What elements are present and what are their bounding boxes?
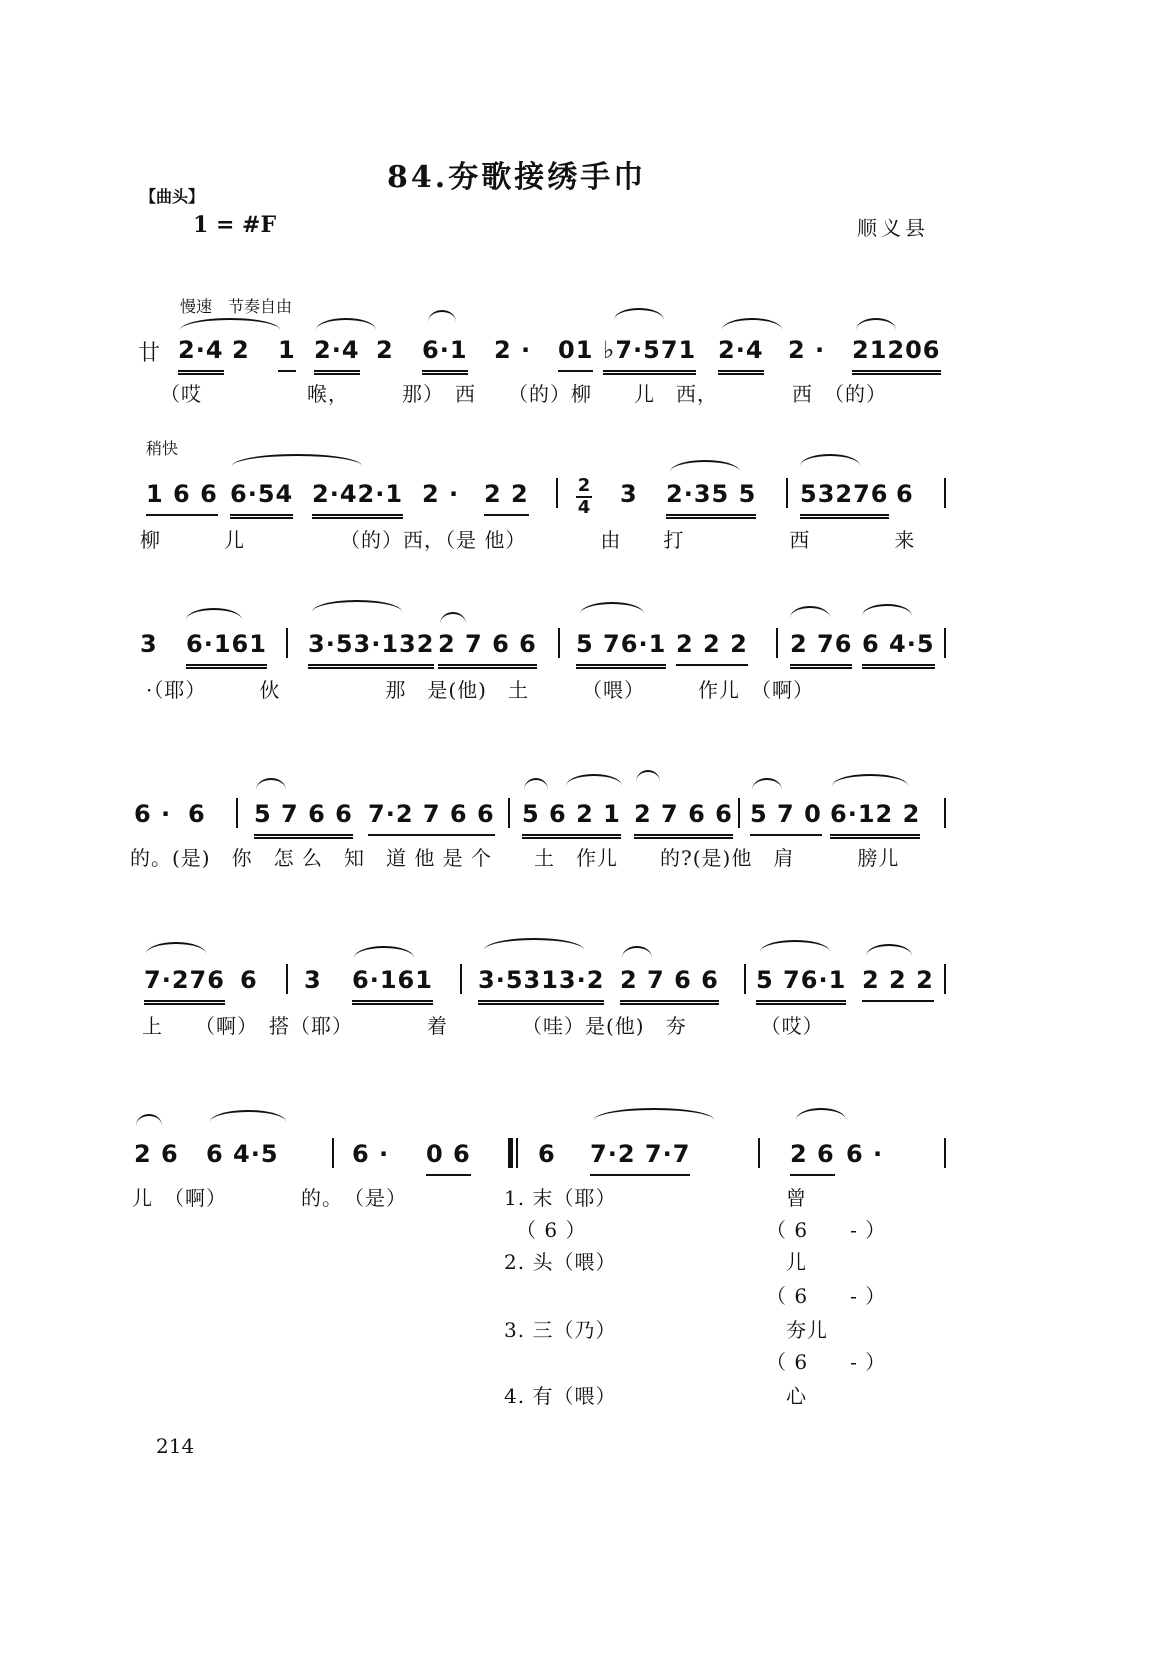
barline	[944, 964, 946, 994]
note-group: ♭7·571	[603, 336, 696, 375]
note-group: 2 7 6 6	[634, 800, 733, 839]
barline	[460, 964, 462, 994]
slur	[440, 612, 466, 624]
slur	[636, 770, 660, 782]
note-group: 2·4	[718, 336, 764, 375]
time-signature-bottom: 4	[577, 497, 591, 518]
barline	[744, 964, 746, 994]
barline	[776, 628, 778, 658]
barline	[944, 478, 946, 508]
note-group: 7·2 7 6 6	[368, 800, 495, 836]
slur	[722, 318, 782, 330]
note-group: 6 4·5	[206, 1140, 279, 1168]
slur	[760, 940, 830, 952]
verse-1-label: 1. 末（耶）	[504, 1186, 617, 1210]
note-group: 2	[232, 336, 250, 364]
note-group: 5 76·1	[576, 630, 666, 669]
note-group: 2 6	[790, 1140, 835, 1176]
note-group: 6·1	[422, 336, 468, 375]
note-group: 2 2 2	[862, 966, 934, 1002]
slur	[354, 946, 414, 958]
note-group: 6	[538, 1140, 556, 1168]
free-meter-symbol: 廿	[138, 341, 161, 366]
note-group: 21206	[852, 336, 941, 375]
note-group: 01	[558, 336, 593, 372]
slur	[256, 778, 286, 790]
barline	[508, 798, 510, 828]
slur	[862, 604, 912, 616]
slur	[866, 944, 912, 956]
note-group: 6·12 2	[830, 800, 920, 839]
note-group: 7·276	[144, 966, 225, 1005]
slur	[428, 310, 456, 322]
note-group: 6 4·5	[862, 630, 935, 669]
barline	[944, 798, 946, 828]
barline	[758, 1138, 760, 1168]
slur	[136, 1114, 162, 1126]
slur	[312, 600, 402, 612]
note-group: 6·161	[186, 630, 267, 669]
note-group: 2 6	[134, 1140, 179, 1168]
note-group: 5 6 2 1	[522, 800, 621, 839]
barline	[236, 798, 238, 828]
slur	[856, 318, 896, 330]
lyrics-line: 的。(是) 你 怎 么 知 道 他 是 个 土 作儿 的?(是)他 肩 膀儿	[130, 846, 900, 870]
verse-1-paren: （ 6 ）	[516, 1218, 587, 1242]
note-group: 6 ·	[134, 800, 172, 828]
barline	[944, 1138, 946, 1168]
slur	[316, 318, 376, 330]
barline	[786, 478, 788, 508]
slur	[524, 778, 548, 790]
verse-paren: （ 6 - ）	[766, 1284, 887, 1308]
lyrics-line: 儿 （啊） 的。 （是）	[132, 1186, 407, 1210]
repeat-barline	[508, 1138, 513, 1168]
tempo-marking: 慢速 节奏自由	[180, 297, 293, 316]
verse-2-label: 2. 头（喂）	[504, 1250, 617, 1274]
note-group: 2 2 2	[676, 630, 748, 666]
slur	[180, 318, 280, 330]
tempo-marking: 稍快	[146, 439, 179, 458]
note-group: 2·42·1	[312, 480, 403, 519]
note-group: 6·161	[352, 966, 433, 1005]
lyrics-line: 上 （啊） 搭（耶） 着 （哇）是(他) 夯 （哎）	[142, 1014, 824, 1038]
slur	[146, 942, 206, 954]
note-group: 2·4	[314, 336, 360, 375]
note-group: 2	[376, 336, 394, 364]
barline	[286, 964, 288, 994]
page-title: 84.夯歌接绣手巾	[387, 160, 647, 195]
verse-2-end: 儿	[786, 1250, 807, 1274]
note-group: 2 ·	[422, 480, 460, 508]
verse-4-label: 4. 有（喂）	[504, 1384, 617, 1408]
note-group: 6 ·	[846, 1140, 884, 1168]
region-label: 顺义县	[857, 216, 929, 240]
note-group: 1 6 6	[146, 480, 218, 516]
time-signature	[576, 476, 592, 518]
note-group: 7·2 7·7	[590, 1140, 690, 1176]
note-group: 2 ·	[788, 336, 826, 364]
slur	[594, 1108, 714, 1120]
note-group: 1	[278, 336, 296, 372]
slur	[752, 778, 782, 790]
note-group: 5 7 0	[750, 800, 822, 836]
note-group: 53276	[800, 480, 889, 519]
note-group: 2·35 5	[666, 480, 756, 519]
note-group: 2 7 6 6	[620, 966, 719, 1005]
verse-3-end: 夯儿	[786, 1318, 828, 1342]
note-group: 6·54	[230, 480, 293, 519]
slur	[670, 460, 740, 472]
slur	[232, 454, 362, 466]
note-group: 2 ·	[494, 336, 532, 364]
slur	[790, 606, 830, 618]
verse-paren: （ 6 - ）	[766, 1218, 887, 1242]
barline	[944, 628, 946, 658]
barline	[332, 1138, 334, 1168]
note-group: 3·5313·2	[478, 966, 604, 1005]
note-group: 2 7 6 6	[438, 630, 537, 669]
verse-1-end: 曾	[786, 1186, 807, 1210]
note-group: 6	[188, 800, 206, 828]
note-group: 3·53·132	[308, 630, 434, 669]
note-group: 6	[896, 480, 914, 508]
verse-paren: （ 6 - ）	[766, 1350, 887, 1374]
lyrics-line: （哎 喉， 那） 西 （的）柳 儿 西， 西 （的）	[160, 382, 887, 406]
barline	[558, 628, 560, 658]
lyrics-line: 柳 儿 （的）西，（是 他） 由 打 西 来	[140, 528, 916, 552]
slur	[800, 454, 860, 466]
section-label: 【曲头】	[140, 187, 205, 206]
note-group: 2 2	[484, 480, 529, 516]
note-group: 3	[304, 966, 322, 994]
slur	[614, 308, 664, 320]
barline	[556, 478, 558, 508]
slur	[210, 1110, 286, 1122]
note-group: 2 76	[790, 630, 852, 669]
repeat-barline-thin	[516, 1138, 518, 1168]
note-group: 5 76·1	[756, 966, 846, 1005]
note-group: 5 7 6 6	[254, 800, 353, 839]
slur	[186, 608, 242, 620]
note-group: 3	[140, 630, 158, 658]
slur	[484, 938, 584, 950]
lyrics-line: ·（耶） 伙 那 是(他) 土 （喂） 作儿 （啊）	[146, 678, 814, 702]
verse-4-end: 心	[786, 1384, 807, 1408]
note-group: 3	[620, 480, 638, 508]
slur	[796, 1108, 846, 1120]
note-group: 6 ·	[352, 1140, 390, 1168]
slur	[622, 946, 652, 958]
page-number: 214	[156, 1434, 195, 1458]
barline	[286, 628, 288, 658]
verse-3-label: 3. 三（乃）	[504, 1318, 617, 1342]
time-signature-top: 2	[577, 475, 591, 496]
slur	[566, 774, 622, 786]
slur	[580, 602, 644, 614]
note-group: 2·4	[178, 336, 224, 375]
slur	[832, 774, 908, 786]
note-group: 6	[240, 966, 258, 994]
key-signature: 1 = #F	[193, 212, 277, 238]
note-group: 0 6	[426, 1140, 471, 1176]
barline	[738, 798, 740, 828]
